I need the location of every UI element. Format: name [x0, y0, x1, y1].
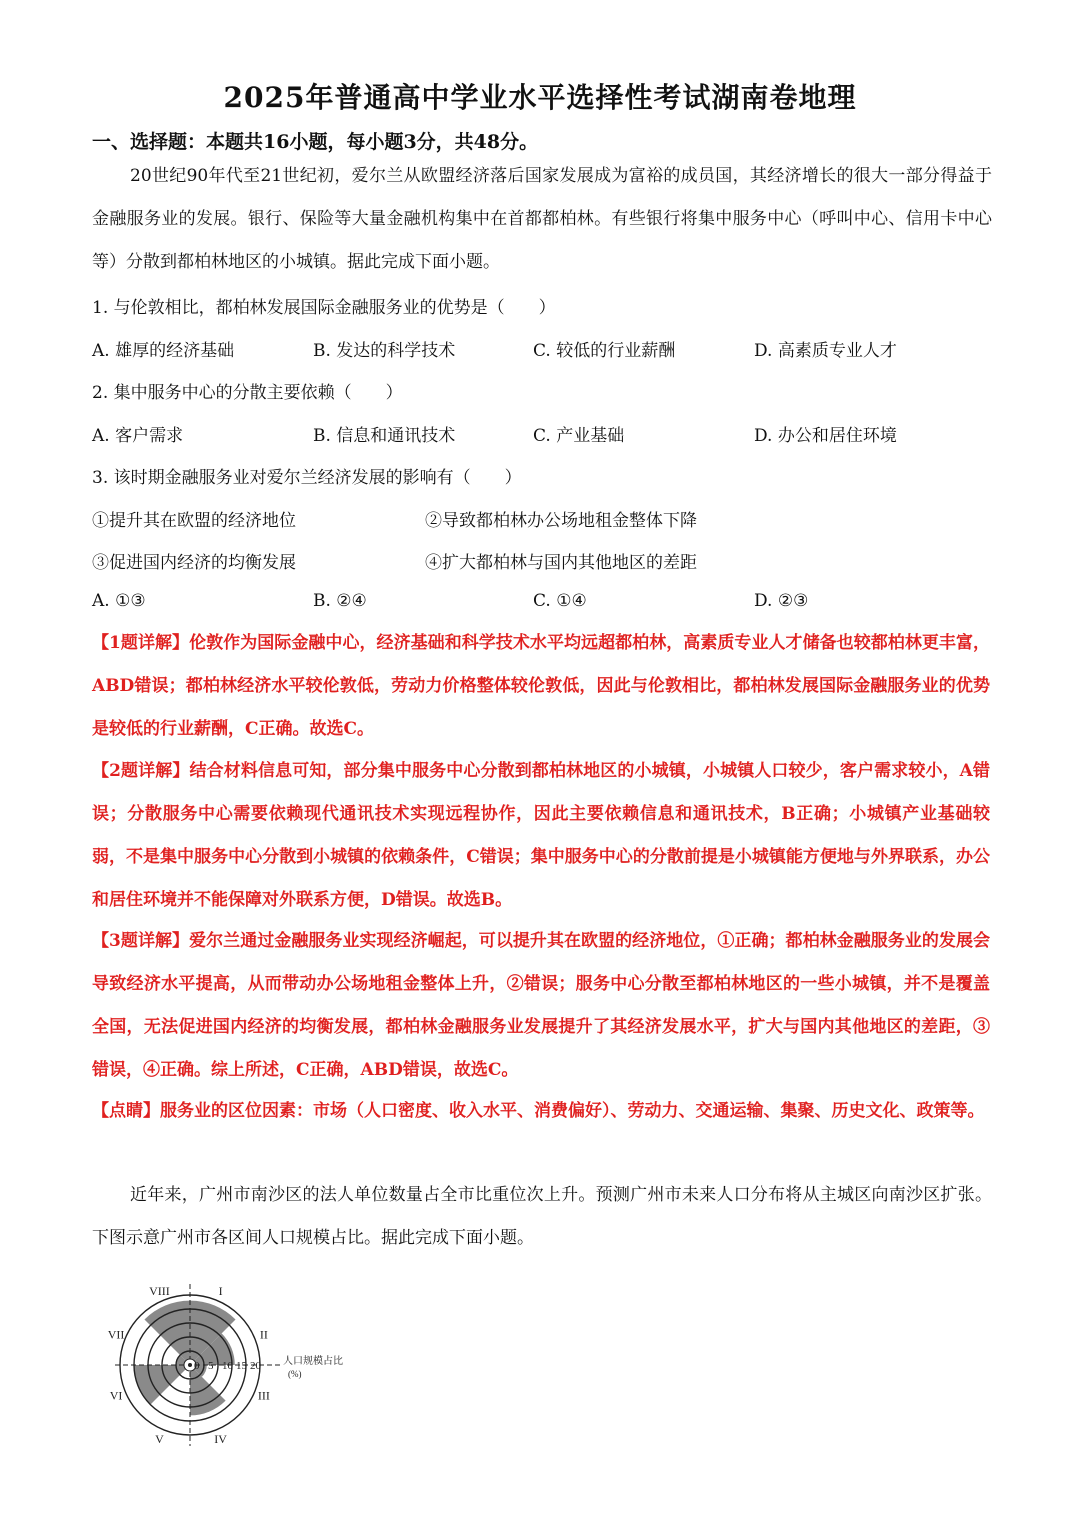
q3-option-b: B. ②④: [313, 591, 367, 611]
passage-1: 20世纪90年代至21世纪初，爱尔兰从欧盟经济落后国家发展成为富裕的成员国，其经济增长的很大一部分得益于金融服务业的发展。银行、保险等大量金融机构集中在首都都柏林。有些银行将集中服务中心（呼叫中心、信用卡中心等）分散到都柏林地区的小城镇。据此完成下面小题。: [92, 166, 992, 272]
sector-label-III: III: [257, 1388, 270, 1403]
q2-option-d: D. 办公和居住环境: [754, 426, 897, 446]
q1-option-d: D. 高素质专业人才: [754, 341, 897, 361]
sector-label-I: I: [218, 1284, 223, 1299]
explanation-2: 【2题详解】结合材料信息可知，部分集中服务中心分散到都柏林地区的小城镇，小城镇人口较少，客户需求较小，A错误；分散服务中心需要依赖现代通讯技术实现远程协作，因此主要依赖信息和通讯技术，B正确；小城镇产业基础较弱，不是集中服务中心分散到小城镇的依赖条件，C错误；集中服务中心的分散前提是小城镇能方便地与外界联系，办公和居住环境并不能保障对外联系方便，D错误。故选B。: [92, 761, 990, 910]
tick-label-20: 20: [250, 1360, 261, 1372]
question-3-stem: 3. 该时期金融服务业对爱尔兰经济发展的影响有（ ）: [92, 468, 522, 488]
q1-option-b: B. 发达的科学技术: [313, 341, 456, 361]
sector-VIII: [144, 1301, 190, 1365]
tick-label-0: 0: [194, 1360, 200, 1372]
q2-option-a: A. 客户需求: [92, 426, 184, 446]
tick-label-15: 15: [236, 1360, 247, 1372]
sector-label-II: II: [259, 1327, 268, 1342]
q3-item-1: ①提升其在欧盟的经济地位: [92, 511, 296, 531]
sector-label-V: V: [155, 1431, 164, 1446]
explanation-1: 【1题详解】伦敦作为国际金融中心，经济基础和科学技术水平均远超都柏林，高素质专业人才储备也较都柏林更丰富，ABD错误；都柏林经济水平较伦敦低，劳动力价格整体较伦敦低，因此与伦敦相比，都柏林发展国际金融服务业的优势是较低的行业薪酬，C正确。故选C。: [92, 633, 990, 739]
explanation-3: 【3题详解】爱尔兰通过金融服务业实现经济崛起，可以提升其在欧盟的经济地位，①正确；都柏林金融服务业的发展会导致经济水平提高，从而带动办公场地租金整体上升，②错误；服务中心分散至都柏林地区的一些小城镇，并不是覆盖全国，无法促进国内经济的均衡发展，都柏林金融服务业发展提升了其经济发展水平，扩大与国内其他地区的差距，③错误，④正确。综上所述，C正确，ABD错误，故选C。: [92, 931, 990, 1080]
q3-item-4: ④扩大都柏林与国内其他地区的差距: [425, 553, 697, 573]
passage-2: 近年来，广州市南沙区的法人单位数量占全市比重位次上升。预测广州市未来人口分布将从主城区向南沙区扩张。下图示意广州市各区间人口规模占比。据此完成下面小题。: [92, 1185, 992, 1248]
sector-label-IV: IV: [214, 1431, 227, 1446]
q1-option-a: A. 雄厚的经济基础: [92, 341, 235, 361]
q3-option-d: D. ②③: [754, 591, 809, 611]
tick-label-5: 5: [208, 1360, 214, 1372]
q3-item-3: ③促进国内经济的均衡发展: [92, 553, 296, 573]
page-title: 2025年普通高中学业水平选择性考试湖南卷地理: [223, 81, 857, 114]
q3-item-2: ②导致都柏林办公场地租金整体下降: [425, 511, 697, 531]
q2-option-c: C. 产业基础: [533, 426, 625, 446]
tip-note: 【点睛】服务业的区位因素：市场（人口密度、收入水平、消费偏好）、劳动力、交通运输、集聚、历史文化、政策等。: [92, 1101, 985, 1121]
population-polar-figure: [95, 1268, 395, 1458]
question-2-stem: 2. 集中服务中心的分散主要依赖（ ）: [92, 383, 403, 403]
sector-IV: [190, 1365, 226, 1415]
axis-title-line1: 人口规模占比: [283, 1356, 343, 1367]
q3-option-a: A. ①③: [92, 591, 146, 611]
q3-option-c: C. ①④: [533, 591, 587, 611]
q1-option-c: C. 较低的行业薪酬: [533, 341, 676, 361]
question-1-stem: 1. 与伦敦相比，都柏林发展国际金融服务业的优势是（ ）: [92, 298, 556, 318]
sector-label-VI: VI: [109, 1388, 123, 1403]
q2-option-b: B. 信息和通讯技术: [313, 426, 456, 446]
section-heading: 一、选择题：本题共16小题，每小题3分，共48分。: [92, 131, 539, 153]
sector-label-VIII: VIII: [149, 1284, 170, 1299]
axis-title-line2: (%): [288, 1369, 302, 1379]
sector-label-VII: VII: [107, 1327, 125, 1342]
tick-label-10: 10: [222, 1360, 233, 1372]
center-point: [188, 1363, 192, 1367]
